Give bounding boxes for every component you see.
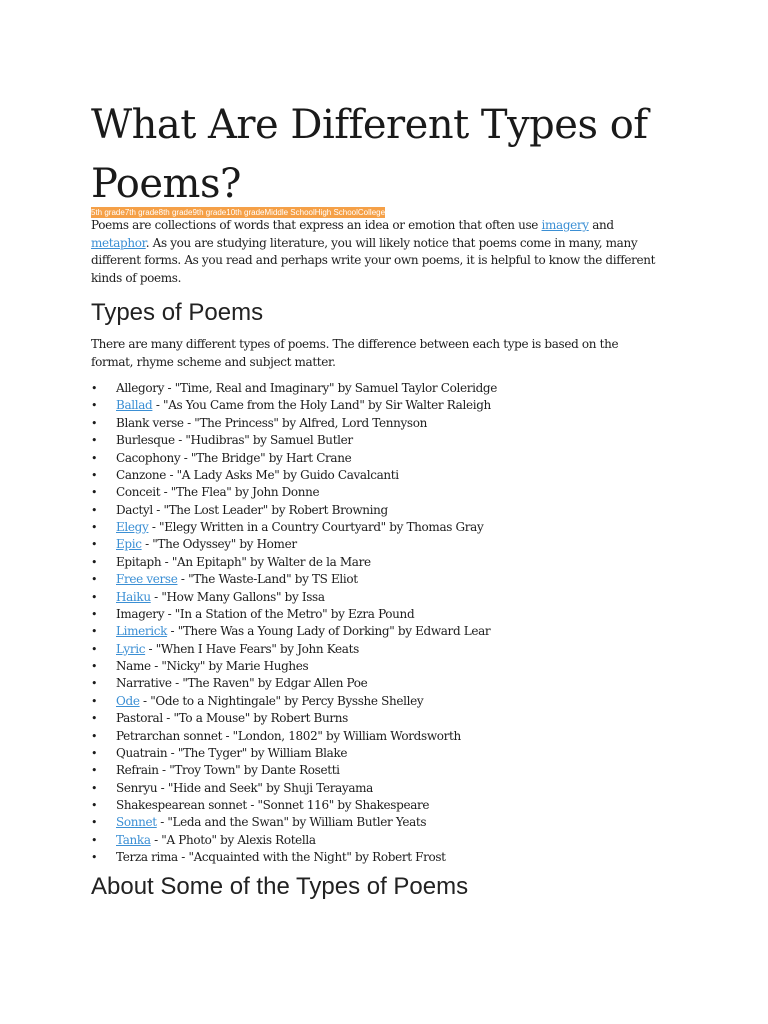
types-intro-paragraph: There are many different types of poems. The difference between each type is based on the format, rhyme scheme and subject matter. [91,337,619,369]
bullet-icon: • [91,434,98,448]
bullet-icon: • [91,799,98,812]
list-item [91,432,691,449]
poem-example: - "The Odyssey" by Homer [141,537,297,552]
poem-type-link[interactable]: Ode [116,693,140,708]
poem-type-link[interactable]: Ballad [116,398,153,413]
list-item [91,589,691,606]
bullet-icon: • [91,590,98,604]
poem-example: - "Leda and the Swan" by William Butler Yeats [156,815,427,830]
page-title: What Are Different Types of Poems? [91,102,648,207]
types-heading: Types of Poems [91,299,264,326]
poem-type-label: Conceit [116,485,161,500]
list-item [91,641,691,658]
list-item [91,623,691,640]
poem-example: - "Hide and Seek" by Shuji Terayama [157,780,373,795]
poem-type-label: Refrain [116,763,159,778]
poem-type-label: Senryu [116,780,158,795]
bullet-icon: • [91,503,98,517]
poem-example: - "Troy Town" by Dante Rosetti [158,763,340,778]
bullet-icon: • [91,555,98,569]
bullet-icon: • [91,538,98,552]
poem-type-label: Burlesque [116,433,175,448]
poem-type-link[interactable]: Tanka [116,832,151,847]
bullet-icon: • [91,521,98,534]
poem-example: - "The Tyger" by William Blake [167,745,348,760]
poem-example: - "A Lady Asks Me" by Guido Cavalcanti [166,467,399,482]
poem-example: - "Elegy Written in a Country Courtyard" by Thomas Gray [148,520,484,534]
poem-type-link[interactable]: Haiku [116,589,151,604]
poem-type-link[interactable]: Limerick [116,624,168,639]
poem-type-label: Pastoral [116,711,163,726]
poem-example: - "Acquainted with the Night" by Robert Frost [177,850,446,865]
list-item [91,397,691,414]
poem-type-link[interactable]: Lyric [116,641,146,656]
bullet-icon: • [91,816,98,830]
bullet-icon: • [91,486,98,500]
list-item [91,658,691,675]
grade-tag[interactable]: College [357,208,386,217]
bullet-icon: • [91,746,98,760]
poem-example: - "Sonnet 116" by Shakespeare [246,798,430,812]
poem-example: - "Hudibras" by Samuel Butler [174,433,353,448]
poem-example: - "The Waste-Land" by TS Eliot [177,572,358,587]
poem-type-label: Name [116,659,151,673]
intro-text: . As you are studying literature, you will likely notice that poems come in many, many different forms. As you read and perhaps write your own poems, it is helpful to know the different kinds of poems. [91,235,656,285]
list-item [91,762,691,779]
list-item [91,797,691,814]
poem-type-label: Dactyl [116,502,153,517]
poem-type-label: Allegory [116,381,165,395]
list-item [91,484,691,501]
list-item [91,693,691,710]
list-item [91,675,691,692]
grade-tag[interactable]: 9th grade [192,208,227,217]
bullet-icon: • [91,833,98,847]
list-item [91,710,691,727]
bullet-icon: • [91,781,98,795]
poem-example: - "The Bridge" by Hart Crane [180,450,352,465]
poem-example: - "An Epitaph" by Walter de la Mare [161,554,371,569]
poem-example: - "Nicky" by Marie Hughes [150,659,309,673]
poem-example: - "Ode to a Nightingale" by Percy Bysshe Shelley [139,693,424,708]
bullet-icon: • [91,468,98,482]
list-item [91,536,691,553]
list-item [91,415,691,432]
poem-type-link[interactable]: Elegy [116,520,149,534]
bullet-icon: • [91,660,98,673]
poem-type-label: Blank verse [116,415,184,430]
poem-type-label: Shakespearean sonnet [116,798,247,812]
list-item [91,519,691,536]
poem-type-label: Epitaph [116,554,162,569]
grade-tag[interactable]: High School [314,208,358,217]
bullet-icon: • [91,416,98,430]
list-item [91,502,691,519]
list-item [91,450,691,467]
list-item [91,380,691,397]
poem-example: - "The Lost Leader" by Robert Browning [152,502,388,517]
bullet-icon: • [91,451,98,465]
intro-text: and [588,218,614,232]
poem-example: - "There Was a Young Lady of Dorking" by Edward Lear [167,624,491,639]
bullet-icon: • [91,851,98,865]
bullet-icon: • [91,729,98,743]
list-item [91,571,691,588]
poem-type-label: Terza rima [116,850,178,865]
intro-text: Poems are collections of words that express an idea or emotion that often use [91,218,542,232]
intro-paragraph [91,217,661,287]
poem-type-link[interactable]: Free verse [116,572,178,587]
poem-type-label: Imagery [116,606,165,621]
list-item [91,467,691,484]
bullet-icon: • [91,573,98,587]
grade-tag[interactable]: 7th grade [124,208,159,217]
list-item [91,554,691,571]
poem-example: - "The Raven" by Edgar Allen Poe [171,676,368,691]
poem-example: - "How Many Gallons" by Issa [150,589,325,604]
poem-example: - "As You Came from the Holy Land" by Sir Walter Raleigh [152,398,491,413]
bullet-icon: • [91,694,98,708]
poem-example: - "When I Have Fears" by John Keats [145,641,359,656]
list-item [91,849,691,866]
poem-type-label: Canzone [116,467,166,482]
grade-tag[interactable]: 10th grade [226,208,265,217]
poem-example: - "To a Mouse" by Robert Burns [162,711,348,726]
metaphor-link[interactable]: metaphor [91,235,146,250]
poem-example: - "Time, Real and Imaginary" by Samuel Taylor Coleridge [164,381,497,395]
poem-type-label: Narrative [116,676,172,691]
list-item [91,780,691,797]
poem-example: - "London, 1802" by William Wordsworth [222,728,461,743]
list-item [91,728,691,745]
grade-tag[interactable]: 5th grade [91,208,125,217]
poem-example: - "A Photo" by Alexis Rotella [150,832,316,847]
poem-example: - "In a Station of the Metro" by Ezra Pound [164,606,415,621]
bullet-icon: • [91,607,98,621]
bullet-icon: • [91,399,98,413]
poem-type-label: Quatrain [116,745,168,760]
about-heading: About Some of the Types of Poems [91,873,469,900]
bullet-icon: • [91,764,98,778]
bullet-icon: • [91,712,98,726]
imagery-link[interactable]: imagery [541,218,589,232]
poem-type-link[interactable]: Epic [116,537,142,552]
poem-types-list [91,380,691,867]
poem-example: - "The Princess" by Alfred, Lord Tennyson [183,415,427,430]
poem-example: - "The Flea" by John Donne [160,485,320,500]
list-item [91,814,691,831]
bullet-icon: • [91,625,98,639]
bullet-icon: • [91,677,98,691]
poem-type-label: Petrarchan sonnet [116,728,223,743]
poem-type-link[interactable]: Sonnet [116,815,157,830]
list-item [91,745,691,762]
list-item [91,832,691,849]
grade-tag[interactable]: 8th grade [158,208,193,217]
poem-type-label: Cacophony [116,450,181,465]
bullet-icon: • [91,642,98,656]
list-item [91,606,691,623]
grade-tag[interactable]: Middle School [264,208,315,217]
bullet-icon: • [91,382,98,395]
